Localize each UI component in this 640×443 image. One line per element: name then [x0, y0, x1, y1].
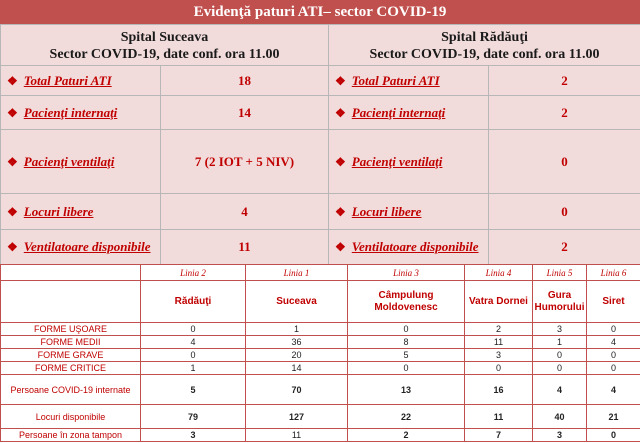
- summary-value-suceava: 4: [161, 194, 329, 230]
- diamond-bullet-icon: ❖: [7, 105, 18, 120]
- summary-label: ❖ Total Paturi ATI: [1, 66, 161, 96]
- diamond-bullet-icon: ❖: [335, 73, 346, 88]
- summary-value-suceava: 11: [161, 230, 329, 265]
- diamond-bullet-icon: ❖: [335, 240, 346, 254]
- hospital-name: Spital Rădăuţi: [441, 30, 528, 45]
- row-label: FORME MEDII: [1, 336, 141, 349]
- cell-value: 0: [348, 362, 465, 375]
- summary-value-suceava: 18: [161, 66, 329, 96]
- hospital-subtitle: Sector COVID-19, date conf. ora 11.00: [49, 47, 280, 62]
- line-label: Linia 5: [533, 265, 587, 281]
- hospital-header-row: [1, 25, 640, 66]
- lines-header-row: [1, 265, 640, 281]
- hospital-radauti-header: [329, 25, 640, 66]
- cell-value: 20: [246, 349, 348, 362]
- cell-value: 127: [246, 405, 348, 429]
- diamond-bullet-icon: ❖: [335, 154, 346, 169]
- table-row: [1, 349, 640, 362]
- hospital-suceava-header: [1, 25, 329, 66]
- cell-value: 16: [465, 375, 533, 405]
- summary-label: ❖ Locuri libere: [329, 194, 489, 230]
- table-row: [1, 362, 640, 375]
- cell-value: 4: [587, 375, 640, 405]
- summary-value-suceava: 14: [161, 96, 329, 130]
- summary-label: ❖ Pacienţi internaţi: [329, 96, 489, 130]
- cell-value: 11: [246, 429, 348, 442]
- cell-value: 5: [348, 349, 465, 362]
- table-row: [1, 323, 640, 336]
- cell-value: 0: [533, 362, 587, 375]
- table-row: [1, 336, 640, 349]
- summary-label: ❖ Pacienţi internaţi: [1, 96, 161, 130]
- cell-value: 40: [533, 405, 587, 429]
- row-label: Persoane COVID-19 internate: [1, 375, 141, 405]
- cell-value: 22: [348, 405, 465, 429]
- empty-corner-cell: [1, 265, 141, 281]
- cell-value: 79: [141, 405, 246, 429]
- cell-value: 1: [246, 323, 348, 336]
- city-name: Câmpulung Moldovenesc: [348, 281, 465, 323]
- city-name: Vatra Dornei: [465, 281, 533, 323]
- cell-value: 3: [465, 349, 533, 362]
- table-row: [1, 429, 640, 442]
- hospital-subtitle: Sector COVID-19, date conf. ora 11.00: [369, 47, 600, 62]
- summary-label: ❖ Pacienţi ventilaţi: [329, 130, 489, 194]
- diamond-bullet-icon: ❖: [7, 240, 18, 254]
- table-row: [1, 405, 640, 429]
- diamond-bullet-icon: ❖: [7, 204, 18, 219]
- summary-value-radauti: 2: [489, 66, 640, 96]
- city-name: Rădăuţi: [141, 281, 246, 323]
- cell-value: 0: [587, 349, 640, 362]
- summary-label: ❖ Pacienţi ventilaţi: [1, 130, 161, 194]
- page-title: Evidenţă paturi ATI– sector COVID-19: [0, 0, 640, 24]
- line-label: Linia 2: [141, 265, 246, 281]
- diamond-bullet-icon: ❖: [335, 105, 346, 120]
- line-label: Linia 1: [246, 265, 348, 281]
- cities-header-row: [1, 281, 640, 323]
- summary-value-radauti: 0: [489, 130, 640, 194]
- diamond-bullet-icon: ❖: [335, 204, 346, 219]
- summary-label: ❖ Ventilatoare disponibile: [1, 230, 161, 265]
- cell-value: 1: [533, 336, 587, 349]
- detail-table: [0, 264, 640, 442]
- cell-value: 3: [533, 429, 587, 442]
- cell-value: 3: [141, 429, 246, 442]
- summary-row: [1, 230, 640, 265]
- cell-value: 0: [141, 323, 246, 336]
- city-name: Suceava: [246, 281, 348, 323]
- cell-value: 0: [465, 362, 533, 375]
- cell-value: 0: [587, 323, 640, 336]
- cell-value: 2: [348, 429, 465, 442]
- cell-value: 0: [533, 349, 587, 362]
- cell-value: 36: [246, 336, 348, 349]
- cell-value: 0: [587, 362, 640, 375]
- cell-value: 11: [465, 336, 533, 349]
- table-row: [1, 375, 640, 405]
- cell-value: 4: [587, 336, 640, 349]
- city-name: Gura Humorului: [533, 281, 587, 323]
- cell-value: 1: [141, 362, 246, 375]
- cell-value: 8: [348, 336, 465, 349]
- summary-row: [1, 194, 640, 230]
- row-label: FORME CRITICE: [1, 362, 141, 375]
- hospital-name: Spital Suceava: [120, 30, 209, 45]
- row-label: FORME UŞOARE: [1, 323, 141, 336]
- cell-value: 0: [587, 429, 640, 442]
- cell-value: 21: [587, 405, 640, 429]
- summary-row: [1, 96, 640, 130]
- summary-row: [1, 66, 640, 96]
- summary-label: ❖ Ventilatoare disponibile: [329, 230, 489, 265]
- summary-value-suceava: 7 (2 IOT + 5 NIV): [161, 130, 329, 194]
- summary-label: ❖ Locuri libere: [1, 194, 161, 230]
- line-label: Linia 4: [465, 265, 533, 281]
- cell-value: 5: [141, 375, 246, 405]
- summary-value-radauti: 0: [489, 194, 640, 230]
- cell-value: 2: [465, 323, 533, 336]
- cell-value: 7: [465, 429, 533, 442]
- cell-value: 11: [465, 405, 533, 429]
- summary-table: [0, 24, 640, 265]
- row-label: Locuri disponibile: [1, 405, 141, 429]
- cell-value: 13: [348, 375, 465, 405]
- summary-value-radauti: 2: [489, 96, 640, 130]
- cell-value: 4: [533, 375, 587, 405]
- summary-value-radauti: 2: [489, 230, 640, 265]
- cell-value: 3: [533, 323, 587, 336]
- cell-value: 4: [141, 336, 246, 349]
- row-label: Persoane în zona tampon: [1, 429, 141, 442]
- diamond-bullet-icon: ❖: [7, 154, 18, 169]
- empty-corner-cell: [1, 281, 141, 323]
- summary-row: [1, 130, 640, 194]
- cell-value: 14: [246, 362, 348, 375]
- line-label: Linia 6: [587, 265, 640, 281]
- diamond-bullet-icon: ❖: [7, 73, 18, 88]
- summary-label: ❖ Total Paturi ATI: [329, 66, 489, 96]
- cell-value: 0: [141, 349, 246, 362]
- cell-value: 0: [348, 323, 465, 336]
- line-label: Linia 3: [348, 265, 465, 281]
- row-label: FORME GRAVE: [1, 349, 141, 362]
- cell-value: 70: [246, 375, 348, 405]
- city-name: Siret: [587, 281, 640, 323]
